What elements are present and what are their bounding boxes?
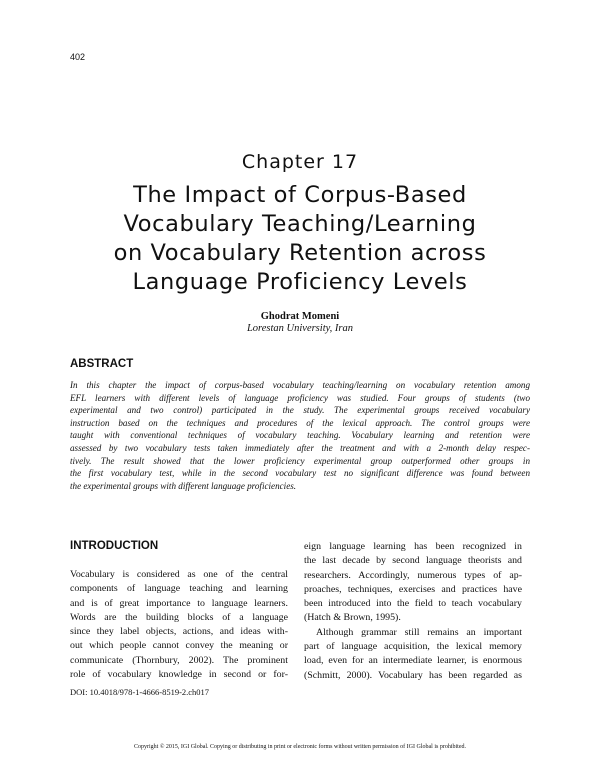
body-line: and is of great importance to language learners. xyxy=(70,597,288,609)
body-line: components of language teaching and learning xyxy=(70,583,288,595)
abstract-line: taught with conventional techniques of vocabulary teaching. Vocabulary learning and retention were xyxy=(70,430,530,441)
chapter-title-line: The Impact of Corpus-Based xyxy=(133,182,467,208)
body-line: the last decade by second language theorists and xyxy=(304,555,522,567)
introduction-right-column xyxy=(304,540,522,683)
body-line: part of language acquisition, the lexical memory xyxy=(304,641,522,653)
abstract-heading: ABSTRACT xyxy=(70,358,134,370)
abstract-line: the experimental groups with different language proficiencies. xyxy=(70,480,297,491)
body-line: role of vocabulary knowledge in second or for- xyxy=(70,669,288,681)
abstract-line: instruction based on the techniques and procedures of the lexical approach. The control groups were xyxy=(70,417,530,428)
author-name: Ghodrat Momeni xyxy=(260,311,340,322)
body-line: communicate (Thornbury, 2002). The prominent xyxy=(70,654,288,666)
introduction-heading: INTRODUCTION xyxy=(70,540,159,552)
chapter-title-line: Language Proficiency Levels xyxy=(132,269,468,295)
chapter-title xyxy=(40,181,560,297)
body-line: load, even for an intermediate learner, is enormous xyxy=(304,655,522,667)
body-line: Words are the building blocks of a language xyxy=(70,611,288,623)
body-line: since they label objects, actions, and ideas with- xyxy=(70,626,288,638)
doi: DOI: 10.4018/978-1-4666-8519-2.ch017 xyxy=(70,687,210,697)
body-line: Vocabulary is considered as one of the central xyxy=(70,569,288,580)
chapter-title-line: on Vocabulary Retention across xyxy=(113,240,487,266)
body-line: eign language learning has been recognized in xyxy=(304,541,522,552)
abstract-line: assessed by two vocabulary tests taken immediately after the treatment and with a 2-month delay respec- xyxy=(70,442,530,453)
introduction-left-column xyxy=(70,568,288,682)
abstract-body xyxy=(70,379,530,492)
abstract-line: the first vocabulary test, while in the second vocabulary test no significant difference was found between xyxy=(70,468,530,479)
abstract-line: experimental and two control) participated in the study. The experimental groups received vocabulary xyxy=(70,405,530,416)
copyright-notice: Copyright © 2015, IGI Global. Copying or distributing in print or electronic forms without written permission of IGI Global is prohibited. xyxy=(133,744,466,750)
body-line: (Schmitt, 2000). Vocabulary has been regarded as xyxy=(304,669,522,681)
body-line: (Hatch & Brown, 1995). xyxy=(304,612,401,624)
abstract-line: tively. The result showed that the lower proficiency experimental group outperformed other groups in xyxy=(70,455,530,466)
body-line: Although grammar still remains an important xyxy=(316,626,522,638)
body-line: been introduced into the field to teach vocabulary xyxy=(304,598,522,610)
body-line: out which people cannot convey the meaning or xyxy=(70,640,288,652)
chapter-label: Chapter 17 xyxy=(241,151,359,173)
chapter-title-line: Vocabulary Teaching/Learning xyxy=(123,211,477,237)
author-affiliation: Lorestan University, Iran xyxy=(246,323,354,334)
abstract-line: In this chapter the impact of corpus-based vocabulary teaching/learning on vocabulary retention among xyxy=(70,380,530,390)
page-number: 402 xyxy=(70,52,86,62)
body-line: researchers. Accordingly, numerous types of ap- xyxy=(304,569,522,581)
abstract-line: EFL learners with different levels of language proficiency was studied. Four groups of students (two xyxy=(70,392,530,403)
body-line: proaches, techniques, exercises and practices have xyxy=(304,583,522,595)
